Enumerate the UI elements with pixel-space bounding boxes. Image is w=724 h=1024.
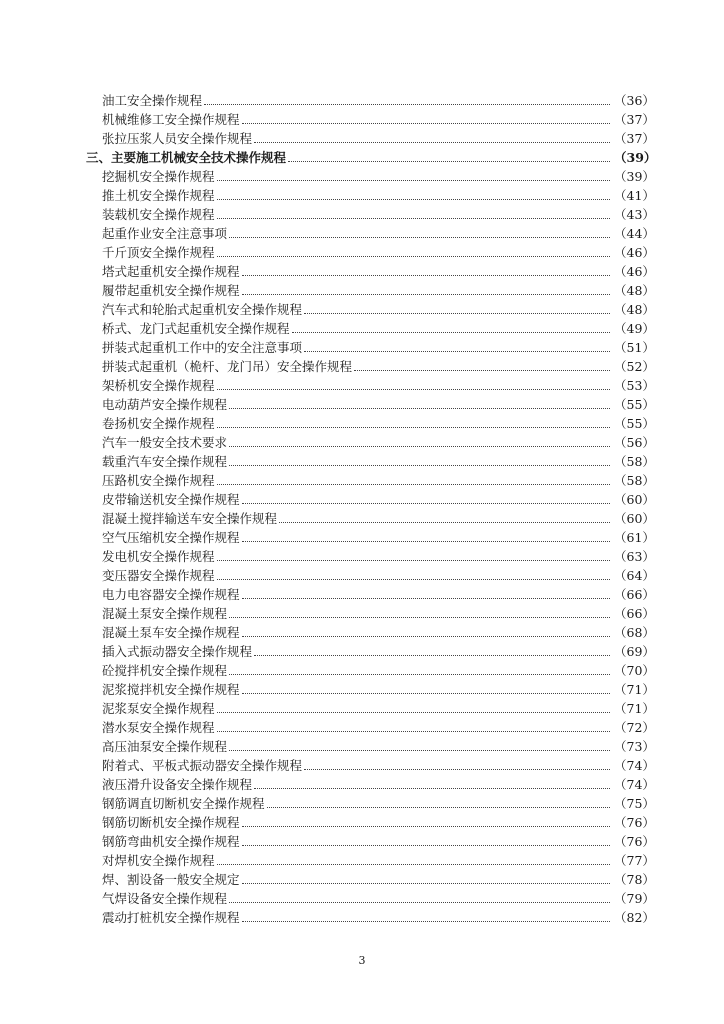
- toc-entry-page: （39）: [614, 150, 657, 165]
- toc-entry[interactable]: [86, 736, 655, 755]
- dot-leader: [242, 541, 610, 542]
- toc-entry[interactable]: [86, 698, 655, 717]
- toc-entry[interactable]: [86, 584, 655, 603]
- toc-entry-title: 桥式、龙门式起重机安全操作规程: [102, 321, 290, 336]
- toc-entry-title: 张拉压浆人员安全操作规程: [102, 131, 253, 146]
- toc-entry-title: 压路机安全操作规程: [102, 473, 215, 488]
- dot-leader: [229, 465, 610, 466]
- toc-entry-page: （74）: [614, 777, 655, 792]
- toc-entry-page: （60）: [614, 511, 655, 526]
- toc-entry[interactable]: [86, 166, 655, 185]
- toc-entry[interactable]: [86, 413, 655, 432]
- toc-entry[interactable]: [86, 318, 655, 337]
- dot-leader: [242, 845, 610, 846]
- page-number: 3: [358, 954, 366, 967]
- dot-leader: [217, 389, 610, 390]
- toc-entry-page: （53）: [614, 378, 655, 393]
- toc-entry[interactable]: [86, 337, 655, 356]
- toc-entry-title: 震动打桩机安全操作规程: [102, 910, 240, 925]
- dot-leader: [217, 712, 610, 713]
- dot-leader: [254, 655, 610, 656]
- toc-entry[interactable]: [86, 90, 655, 109]
- dot-leader: [229, 750, 610, 751]
- toc-entry[interactable]: [86, 128, 655, 147]
- toc-entry-title: 高压油泵安全操作规程: [102, 739, 228, 754]
- table-of-contents: [86, 90, 657, 926]
- toc-entry[interactable]: [86, 451, 655, 470]
- toc-entry-title: 架桥机安全操作规程: [102, 378, 215, 393]
- toc-entry[interactable]: [86, 204, 655, 223]
- dot-leader: [267, 807, 610, 808]
- toc-entry-page: （41）: [614, 188, 655, 203]
- toc-entry-title: 汽车一般安全技术要求: [102, 435, 228, 450]
- toc-entry-page: （58）: [614, 454, 655, 469]
- toc-entry-title: 钢筋调直切断机安全操作规程: [102, 796, 265, 811]
- toc-entry-page: （66）: [614, 606, 655, 621]
- toc-entry-title: 皮带输送机安全操作规程: [102, 492, 240, 507]
- toc-entry-page: （71）: [614, 701, 655, 716]
- toc-entry-page: （74）: [614, 758, 655, 773]
- toc-entry[interactable]: [86, 755, 655, 774]
- dot-leader: [217, 218, 610, 219]
- toc-entry-title: 液压滑升设备安全操作规程: [102, 777, 253, 792]
- toc-entry-title: 发电机安全操作规程: [102, 549, 215, 564]
- toc-entry-page: （43）: [614, 207, 655, 222]
- toc-entry-page: （39）: [614, 169, 655, 184]
- dot-leader: [229, 674, 610, 675]
- dot-leader: [217, 731, 610, 732]
- dot-leader: [217, 199, 610, 200]
- toc-entry-page: （48）: [614, 283, 655, 298]
- toc-entry[interactable]: [86, 356, 655, 375]
- toc-entry-title: 挖掘机安全操作规程: [102, 169, 215, 184]
- dot-leader: [254, 788, 610, 789]
- toc-entry-title: 附着式、平板式振动器安全操作规程: [102, 758, 303, 773]
- toc-entry-page: （79）: [614, 891, 655, 906]
- dot-leader: [304, 313, 610, 314]
- toc-entry-title: 机械维修工安全操作规程: [102, 112, 240, 127]
- toc-entry-title: 泥浆搅拌机安全操作规程: [102, 682, 240, 697]
- dot-leader: [279, 522, 610, 523]
- toc-entry-page: （75）: [614, 796, 655, 811]
- toc-entry[interactable]: [86, 907, 655, 926]
- toc-entry-title: 推土机安全操作规程: [102, 188, 215, 203]
- toc-entry-page: （55）: [614, 397, 655, 412]
- dot-leader: [354, 370, 610, 371]
- toc-entry-page: （72）: [614, 720, 655, 735]
- toc-entry-title: 拼装式起重机工作中的安全注意事项: [102, 340, 303, 355]
- toc-entry-title: 混凝土泵安全操作规程: [102, 606, 228, 621]
- toc-entry[interactable]: [86, 432, 655, 451]
- toc-entry-page: （70）: [614, 663, 655, 678]
- toc-entry-title: 电力电容器安全操作规程: [102, 587, 240, 602]
- toc-entry-page: （46）: [614, 264, 655, 279]
- toc-entry-page: （48）: [614, 302, 655, 317]
- dot-leader: [304, 351, 610, 352]
- toc-entry-page: （52）: [614, 359, 655, 374]
- dot-leader: [229, 237, 610, 238]
- dot-leader: [242, 636, 610, 637]
- toc-entry-title: 三、主要施工机械安全技术操作规程: [86, 150, 287, 165]
- toc-entry[interactable]: [86, 185, 655, 204]
- toc-entry[interactable]: [86, 299, 655, 318]
- toc-entry-title: 装载机安全操作规程: [102, 207, 215, 222]
- toc-entry-page: （69）: [614, 644, 655, 659]
- toc-entry-title: 拼装式起重机（桅杆、龙门吊）安全操作规程: [102, 359, 353, 374]
- dot-leader: [242, 598, 610, 599]
- toc-entry-page: （36）: [614, 93, 655, 108]
- toc-entry-title: 卷扬机安全操作规程: [102, 416, 215, 431]
- toc-entry-page: （56）: [614, 435, 655, 450]
- dot-leader: [217, 579, 610, 580]
- dot-leader: [242, 693, 610, 694]
- toc-entry-page: （76）: [614, 834, 655, 849]
- toc-entry[interactable]: [86, 888, 655, 907]
- dot-leader: [242, 503, 610, 504]
- dot-leader: [229, 446, 610, 447]
- dot-leader: [229, 408, 610, 409]
- dot-leader: [242, 123, 610, 124]
- toc-entry-page: （76）: [614, 815, 655, 830]
- toc-entry-page: （66）: [614, 587, 655, 602]
- dot-leader: [229, 617, 610, 618]
- toc-entry[interactable]: [86, 527, 655, 546]
- dot-leader: [217, 560, 610, 561]
- dot-leader: [204, 104, 610, 105]
- toc-entry-title: 砼搅拌机安全操作规程: [102, 663, 228, 678]
- toc-entry[interactable]: [86, 641, 655, 660]
- toc-entry[interactable]: [86, 546, 655, 565]
- toc-entry-title: 变压器安全操作规程: [102, 568, 215, 583]
- toc-entry-title: 泥浆泵安全操作规程: [102, 701, 215, 716]
- toc-entry-title: 履带起重机安全操作规程: [102, 283, 240, 298]
- toc-entry-page: （78）: [614, 872, 655, 887]
- dot-leader: [242, 294, 610, 295]
- toc-entry-title: 钢筋弯曲机安全操作规程: [102, 834, 240, 849]
- toc-entry-title: 千斤顶安全操作规程: [102, 245, 215, 260]
- toc-entry[interactable]: [86, 394, 655, 413]
- toc-entry-title: 塔式起重机安全操作规程: [102, 264, 240, 279]
- toc-entry-title: 混凝土搅拌输送车安全操作规程: [102, 511, 278, 526]
- toc-entry-title: 潜水泵安全操作规程: [102, 720, 215, 735]
- dot-leader: [242, 275, 610, 276]
- toc-entry-page: （60）: [614, 492, 655, 507]
- toc-entry[interactable]: [86, 489, 655, 508]
- toc-entry-page: （73）: [614, 739, 655, 754]
- toc-entry-title: 混凝土泵车安全操作规程: [102, 625, 240, 640]
- toc-entry[interactable]: [86, 565, 655, 584]
- toc-entry-title: 对焊机安全操作规程: [102, 853, 215, 868]
- toc-entry-page: （55）: [614, 416, 655, 431]
- dot-leader: [242, 826, 610, 827]
- toc-entry-title: 载重汽车安全操作规程: [102, 454, 228, 469]
- toc-entry[interactable]: [86, 280, 655, 299]
- toc-entry[interactable]: [86, 375, 655, 394]
- dot-leader: [242, 883, 610, 884]
- dot-leader: [254, 142, 610, 143]
- toc-entry-page: （82）: [614, 910, 655, 925]
- dot-leader: [229, 902, 610, 903]
- dot-leader: [217, 427, 610, 428]
- toc-entry-title: 电动葫芦安全操作规程: [102, 397, 228, 412]
- toc-section-heading[interactable]: [86, 147, 657, 166]
- dot-leader: [288, 161, 610, 162]
- toc-entry-page: （44）: [614, 226, 655, 241]
- toc-entry[interactable]: [86, 831, 655, 850]
- toc-entry-title: 焊、割设备一般安全规定: [102, 872, 240, 887]
- toc-entry-title: 气焊设备安全操作规程: [102, 891, 228, 906]
- toc-entry-title: 插入式振动器安全操作规程: [102, 644, 253, 659]
- toc-entry[interactable]: [86, 223, 655, 242]
- toc-entry[interactable]: [86, 869, 655, 888]
- toc-entry-page: （71）: [614, 682, 655, 697]
- toc-entry-page: （49）: [614, 321, 655, 336]
- toc-entry[interactable]: [86, 774, 655, 793]
- toc-entry-page: （64）: [614, 568, 655, 583]
- toc-entry[interactable]: [86, 660, 655, 679]
- toc-entry-page: （77）: [614, 853, 655, 868]
- dot-leader: [242, 921, 610, 922]
- toc-entry[interactable]: [86, 793, 655, 812]
- toc-entry-title: 起重作业安全注意事项: [102, 226, 228, 241]
- toc-entry[interactable]: [86, 261, 655, 280]
- dot-leader: [217, 256, 610, 257]
- toc-entry-title: 钢筋切断机安全操作规程: [102, 815, 240, 830]
- dot-leader: [217, 484, 610, 485]
- toc-entry-page: （37）: [614, 112, 655, 127]
- toc-entry-page: （61）: [614, 530, 655, 545]
- toc-entry-title: 空气压缩机安全操作规程: [102, 530, 240, 545]
- toc-entry[interactable]: [86, 812, 655, 831]
- toc-entry-title: 油工安全操作规程: [102, 93, 203, 108]
- dot-leader: [304, 769, 610, 770]
- toc-entry-page: （58）: [614, 473, 655, 488]
- toc-entry[interactable]: [86, 242, 655, 261]
- toc-entry[interactable]: [86, 109, 655, 128]
- dot-leader: [217, 864, 610, 865]
- toc-entry-page: （37）: [614, 131, 655, 146]
- toc-entry[interactable]: [86, 508, 655, 527]
- toc-entry-page: （46）: [614, 245, 655, 260]
- toc-entry-page: （68）: [614, 625, 655, 640]
- toc-entry-title: 汽车式和轮胎式起重机安全操作规程: [102, 302, 303, 317]
- toc-entry[interactable]: [86, 603, 655, 622]
- toc-entry[interactable]: [86, 679, 655, 698]
- dot-leader: [217, 180, 610, 181]
- toc-entry[interactable]: [86, 850, 655, 869]
- toc-entry-page: （63）: [614, 549, 655, 564]
- toc-entry-page: （51）: [614, 340, 655, 355]
- toc-entry[interactable]: [86, 622, 655, 641]
- toc-entry[interactable]: [86, 470, 655, 489]
- toc-entry[interactable]: [86, 717, 655, 736]
- dot-leader: [292, 332, 610, 333]
